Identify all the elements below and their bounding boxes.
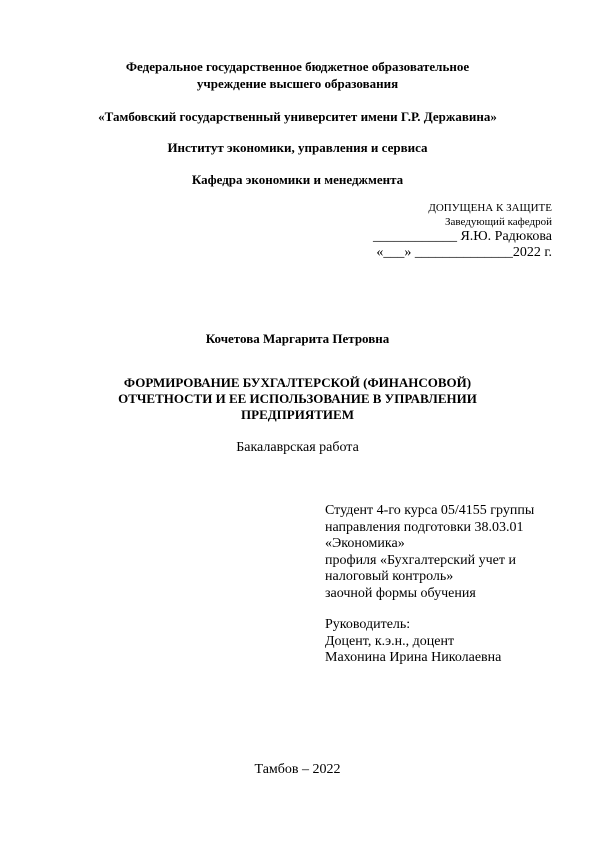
- student-info: [325, 503, 534, 602]
- approval-block: [373, 201, 552, 261]
- supervisor-position: Доцент, к.э.н., доцент: [325, 633, 455, 649]
- ministry-line-1: Федеральное государственное бюджетное образовательное: [125, 59, 470, 74]
- supervisor-label: Руководитель:: [325, 617, 411, 632]
- student-line-3: «Экономика»: [325, 536, 405, 551]
- work-type: Бакалаврская работа: [236, 440, 359, 455]
- department-name: Кафедра экономики и менеджмента: [191, 172, 404, 187]
- student-line-5: налоговый контроль»: [325, 569, 454, 584]
- institute-name: Институт экономики, управления и сервиса: [167, 140, 428, 155]
- author-name: Кочетова Маргарита Петровна: [205, 331, 390, 346]
- student-line-6: заочной формы обучения: [325, 585, 476, 601]
- university-name: «Тамбовский государственный университет имени Г.Р. Державина»: [98, 109, 497, 124]
- date-line: «___» ______________2022 г.: [376, 245, 552, 260]
- title-line-2: ОТЧЕТНОСТИ И ЕЕ ИСПОЛЬЗОВАНИЕ В УПРАВЛЕНИИ: [118, 391, 477, 406]
- city-year: Тамбов – 2022: [254, 762, 341, 777]
- thesis-title: [0, 375, 595, 423]
- ministry-heading: [0, 58, 595, 92]
- admitted-label: ДОПУЩЕНА К ЗАЩИТЕ: [428, 202, 552, 214]
- title-line-1: ФОРМИРОВАНИЕ БУХГАЛТЕРСКОЙ (ФИНАНСОВОЙ): [123, 375, 472, 390]
- signature-line: ____________ Я.Ю. Радюкова: [372, 229, 552, 244]
- head-title: Заведующий кафедрой: [445, 216, 552, 228]
- title-line-3: ПРЕДПРИЯТИЕМ: [241, 407, 354, 422]
- supervisor-name: Махонина Ирина Николаевна: [325, 650, 502, 665]
- student-line-4: профиля «Бухгалтерский учет и: [325, 552, 516, 568]
- supervisor-info: [325, 617, 501, 667]
- student-line-2: направления подготовки 38.03.01: [325, 519, 524, 535]
- student-line-1: Студент 4-го курса 05/4155 группы: [325, 503, 535, 518]
- ministry-line-2: учреждение высшего образования: [196, 76, 399, 91]
